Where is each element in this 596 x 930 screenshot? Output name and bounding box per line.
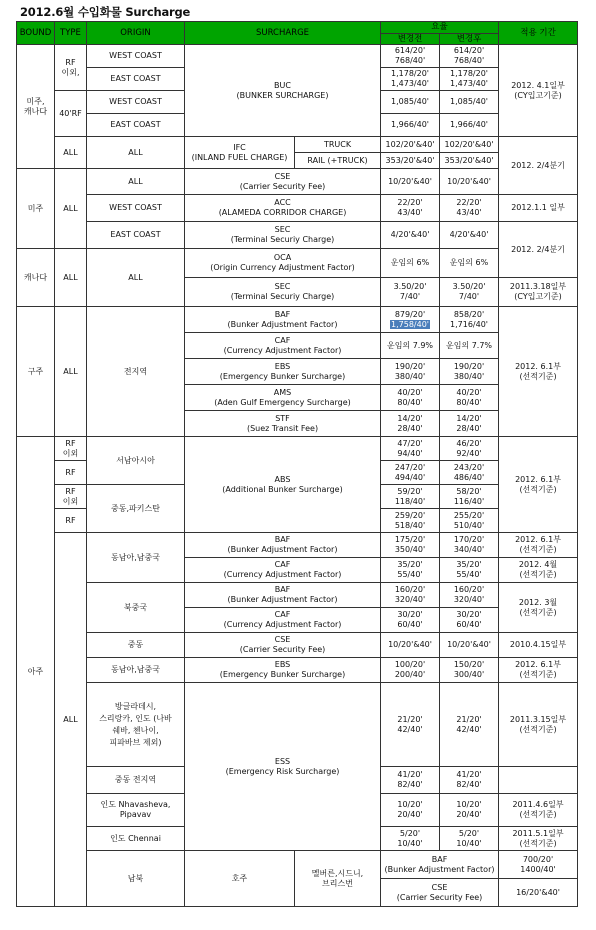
origin-cell: 인도 Chennai [87, 827, 185, 851]
surcharge-cell: ACC (ALAMEDA CORRIDOR CHARGE) [185, 195, 381, 222]
rate-after: 46/20' 92/40' [440, 437, 499, 461]
bound-cell: 미주, 캐나다 [17, 45, 55, 169]
rate-before: 47/20' 94/40' [381, 437, 440, 461]
rate-after-rail: 353/20'&40' [444, 156, 494, 166]
rate-before: 5/20' 10/40' [381, 827, 440, 851]
period-cell: 2011.5.1일부 (선적기준) [499, 827, 578, 851]
surcharge-cell: AMS (Aden Gulf Emergency Surcharge) [185, 385, 381, 411]
rate-after: 10/20' 20/40' [440, 794, 499, 827]
rate-after: 190/20' 380/40' [440, 359, 499, 385]
rate-before: 30/20' 60/40' [381, 608, 440, 633]
transport-cell [295, 137, 381, 169]
col-surcharge: SURCHARGE [185, 22, 381, 45]
origin-cell: 중동 [87, 633, 185, 658]
origin-cell: ALL [87, 169, 185, 195]
bound-cell: 아주 [17, 437, 55, 907]
col-period: 적용 기간 [499, 22, 578, 45]
rate-before: 운임의 7.9% [381, 333, 440, 359]
rate-before: 14/20' 28/40' [381, 411, 440, 437]
rate-before: 3.50/20' 7/40' [381, 278, 440, 307]
rate-after [440, 137, 499, 169]
rate-after: 30/20' 60/40' [440, 608, 499, 633]
rate-after: 160/20' 320/40' [440, 583, 499, 608]
period-cell: 2012. 6.1부 (선적기준) [499, 658, 578, 683]
bound-cell: 남북 [87, 851, 185, 907]
surcharge-cell: ABS (Additional Bunker Surcharge) [185, 437, 381, 533]
rate-after: 1,966/40' [440, 114, 499, 137]
rate-after: 35/20' 55/40' [440, 558, 499, 583]
origin-cell: EAST COAST [87, 114, 185, 137]
origin-cell: 동남아,남중국 [87, 533, 185, 583]
period-cell: 2012.1.1 일부 [499, 195, 578, 222]
rate-before: 59/20' 118/40' [381, 485, 440, 509]
origin-cell: 멜버른,시드니, 브리스번 [295, 851, 381, 907]
truck-label: TRUCK [295, 137, 380, 153]
type-cell: ALL [55, 533, 87, 907]
rate-after: 1,178/20' 1,473/40' [440, 68, 499, 91]
origin-cell: WEST COAST [87, 91, 185, 114]
surcharge-cell: SEC (Terminal Securiy Charge) [185, 222, 381, 249]
surcharge-cell: CAF (Currency Adjustment Factor) [185, 333, 381, 359]
rate-after: 21/20' 42/40' [440, 683, 499, 767]
surcharge-cell: OCA (Origin Currency Adjustment Factor) [185, 249, 381, 278]
period-cell: 2010.4.15일부 [499, 633, 578, 658]
col-bound: BOUND [17, 22, 55, 45]
rate-after: 41/20' 82/40' [440, 767, 499, 794]
surcharge-cell: EBS (Emergency Bunker Surcharge) [185, 359, 381, 385]
rate-after-truck: 102/20'&40' [440, 137, 498, 153]
rate-after: 170/20' 340/40' [440, 533, 499, 558]
type-cell: ALL [55, 249, 87, 307]
rate-after: 614/20' 768/40' [440, 45, 499, 68]
col-rate: 요율 [381, 22, 499, 34]
surcharge-cell: BAF (Bunker Adjustment Factor) [185, 533, 381, 558]
origin-cell: 동남아,남중국 [87, 658, 185, 683]
rate-before: 247/20' 494/40' [381, 461, 440, 485]
surcharge-cell: CAF (Currency Adjustment Factor) [185, 558, 381, 583]
rate-after: 5/20' 10/40' [440, 827, 499, 851]
rate-before-truck: 102/20'&40' [381, 137, 439, 153]
rate-after: 255/20' 510/40' [440, 509, 499, 533]
rate-after: 150/20' 300/40' [440, 658, 499, 683]
rate-before: 100/20' 200/40' [381, 658, 440, 683]
rate-before: 700/20' 1400/40' [499, 851, 578, 879]
surcharge-cell: BAF (Bunker Adjustment Factor) [185, 307, 381, 333]
rate-before: 160/20' 320/40' [381, 583, 440, 608]
surcharge-cell: BAF (Bunker Adjustment Factor) [185, 583, 381, 608]
type-cell: ALL [55, 169, 87, 249]
rate-before: 259/20' 518/40' [381, 509, 440, 533]
rate-before: 1,085/40' [381, 91, 440, 114]
rate-after: 4/20'&40' [440, 222, 499, 249]
origin-cell: EAST COAST [87, 68, 185, 91]
surcharge-cell: CSE (Carrier Security Fee) [381, 879, 499, 907]
bound-cell: 미주 [17, 169, 55, 249]
period-cell: 2012. 4.1일부 (CY입고기준) [499, 45, 578, 137]
rate-after: 858/20' 1,716/40' [440, 307, 499, 333]
period-cell: 2012. 2/4분기 [499, 222, 578, 278]
period-cell [499, 767, 578, 794]
origin-cell: WEST COAST [87, 45, 185, 68]
type-cell: 호주 [185, 851, 295, 907]
rate-before: 1,178/20' 1,473/40' [381, 68, 440, 91]
rate-before: 175/20' 350/40' [381, 533, 440, 558]
rate-before: 10/20'&40' [381, 633, 440, 658]
surcharge-cell: BUC (BUNKER SURCHARGE) [185, 45, 381, 137]
surcharge-cell: STF (Suez Transit Fee) [185, 411, 381, 437]
rate-before: 190/20' 380/40' [381, 359, 440, 385]
surcharge-cell: IFC (INLAND FUEL CHARGE) [185, 137, 295, 169]
rate-before: 16/20'&40' [499, 879, 578, 907]
surcharge-cell: CSE (Carrier Security Fee) [185, 633, 381, 658]
period-cell: 2012. 6.1부 (선적기준) [499, 533, 578, 558]
bound-cell: 구주 [17, 307, 55, 437]
period-cell: 2012. 4월 (선적기준) [499, 558, 578, 583]
surcharge-cell: SEC (Terminal Securiy Charge) [185, 278, 381, 307]
origin-cell: EAST COAST [87, 222, 185, 249]
col-after: 변경후 [440, 33, 499, 45]
surcharge-cell: CAF (Currency Adjustment Factor) [185, 608, 381, 633]
col-origin: ORIGIN [87, 22, 185, 45]
period-cell: 2012. 6.1부 (선적기준) [499, 307, 578, 437]
type-cell: RF [55, 461, 87, 485]
type-cell: ALL [55, 307, 87, 437]
rate-after: 10/20'&40' [440, 169, 499, 195]
surcharge-cell: BAF (Bunker Adjustment Factor) [381, 851, 499, 879]
surcharge-cell: ESS (Emergency Risk Surcharge) [185, 683, 381, 851]
rate-before-rail: 353/20'&40' [385, 156, 435, 166]
rate-before: 10/20'&40' [381, 169, 440, 195]
rate-before: 1,966/40' [381, 114, 440, 137]
origin-cell: 중동 전지역 [87, 767, 185, 794]
rate-before: 운임의 6% [381, 249, 440, 278]
origin-cell: 북중국 [87, 583, 185, 633]
period-cell: 2011.4.6일부 (선적기준) [499, 794, 578, 827]
col-type: TYPE [55, 22, 87, 45]
col-before: 변경전 [381, 33, 440, 45]
rate-after: 14/20' 28/40' [440, 411, 499, 437]
surcharge-cell: EBS (Emergency Bunker Surcharge) [185, 658, 381, 683]
period-cell: 2011.3.15일부 (선적기준) [499, 683, 578, 767]
rate-before: 35/20' 55/40' [381, 558, 440, 583]
rate-after: 22/20' 43/40' [440, 195, 499, 222]
rate-after: 3.50/20' 7/40' [440, 278, 499, 307]
surcharge-table [16, 21, 578, 907]
origin-cell: ALL [87, 249, 185, 307]
rate-after: 10/20'&40' [440, 633, 499, 658]
rate-before: 22/20' 43/40' [381, 195, 440, 222]
period-cell: 2011.3.18일부 (CY입고기준) [499, 278, 578, 307]
type-cell: RF [55, 509, 87, 533]
rate-before: 40/20' 80/40' [381, 385, 440, 411]
rate-before [381, 137, 440, 169]
rate-before: 614/20' 768/40' [381, 45, 440, 68]
rail-label: RAIL (+TRUCK) [307, 156, 368, 166]
highlighted-value[interactable]: 1,758/40' [391, 319, 429, 329]
page-title: 2012.6월 수입화물 Surcharge [20, 5, 191, 19]
type-cell: RF 이외 [55, 437, 87, 461]
origin-cell: 인도 Nhavasheva, Pipavav [87, 794, 185, 827]
origin-cell: ALL [87, 137, 185, 169]
surcharge-cell: CSE (Carrier Security Fee) [185, 169, 381, 195]
rate-after: 40/20' 80/40' [440, 385, 499, 411]
rate-before: 4/20'&40' [381, 222, 440, 249]
bound-cell: 캐나다 [17, 249, 55, 307]
rate-before: 21/20' 42/40' [381, 683, 440, 767]
rate-after: 운임의 7.7% [440, 333, 499, 359]
origin-cell: 서남아시아 [87, 437, 185, 485]
period-cell: 2012. 6.1부 (선적기준) [499, 437, 578, 533]
origin-cell: 전지역 [87, 307, 185, 437]
rate-after: 1,085/40' [440, 91, 499, 114]
rate-before-20: 879/20' [394, 309, 426, 319]
rate-after: 243/20' 486/40' [440, 461, 499, 485]
origin-cell: 중동,파키스탄 [87, 485, 185, 533]
type-cell: 40'RF [55, 91, 87, 137]
period-cell: 2012. 3월 (선적기준) [499, 583, 578, 633]
rate-after: 운임의 6% [440, 249, 499, 278]
rate-before: 10/20' 20/40' [381, 794, 440, 827]
rate-after: 58/20' 116/40' [440, 485, 499, 509]
origin-cell: 방글라데시, 스리랑카, 인도 (나바 쉐바, 첸나이, 피파바브 제외) [87, 683, 185, 767]
type-cell: ALL [55, 137, 87, 169]
origin-cell: WEST COAST [87, 195, 185, 222]
period-cell: 2012. 2/4분기 [499, 137, 578, 195]
rate-before [381, 307, 440, 333]
type-cell: RF 이외 [55, 485, 87, 509]
rate-before: 41/20' 82/40' [381, 767, 440, 794]
type-cell: RF 이외, [55, 45, 87, 91]
